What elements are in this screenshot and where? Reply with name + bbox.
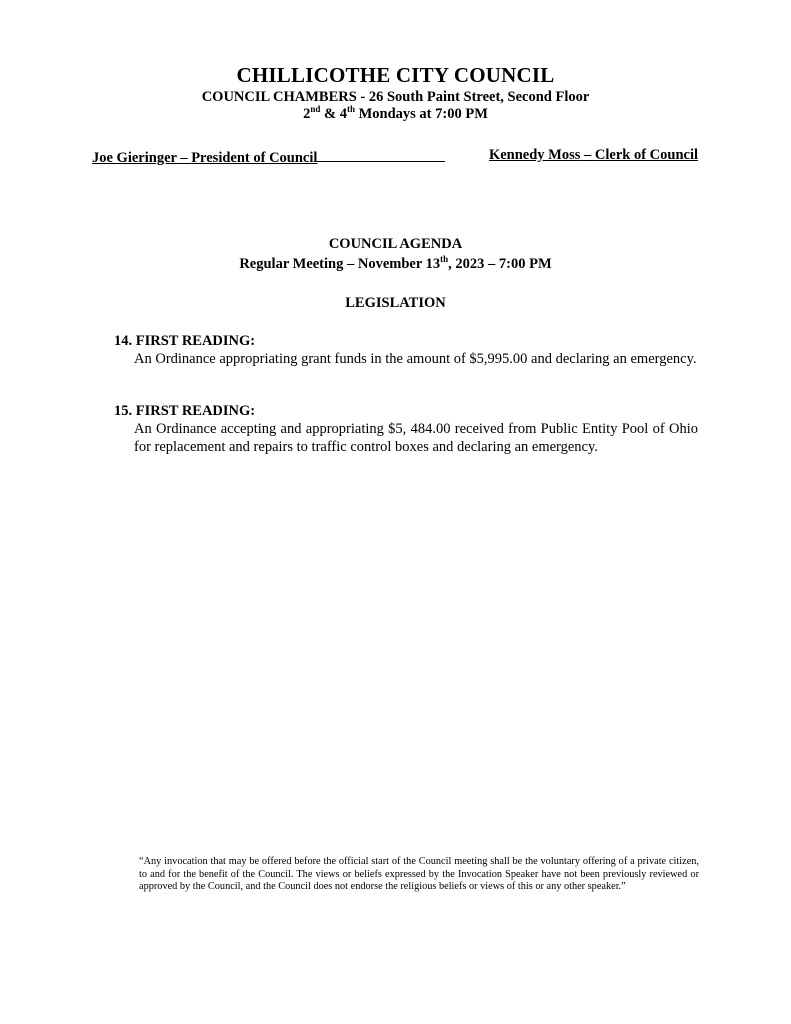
meeting-schedule [0,106,791,123]
schedule-second-day: 4 [339,106,347,122]
meeting-date [0,256,791,273]
meeting-prefix: Regular Meeting – November 13 [239,256,441,272]
item-text: An Ordinance accepting and appropriating $5, 484.00 received from Public Entity Pool of Ohio for replacement and repairs to traffic control boxes and declaring an emergency. [134,421,698,455]
agenda-item-15 [114,402,698,456]
agenda-title: COUNCIL AGENDA [328,236,463,252]
clerk-title: Clerk of Council [594,147,698,163]
schedule-rest: Mondays at 7:00 PM [354,106,488,122]
schedule-connector: & [320,106,340,122]
schedule-second-suffix: th [346,104,355,115]
item-heading: 15. FIRST READING: [114,403,256,419]
president-separator: – [176,150,192,166]
clerk-name: Kennedy Moss [488,147,581,163]
schedule-first-day: 2 [303,106,311,122]
schedule-first-suffix: nd [310,104,321,115]
item-text: An Ordinance appropriating grant funds in the amount of $5,995.00 and declaring an emergency. [134,351,697,367]
section-title-legislation: LEGISLATION [345,295,446,311]
president-title: President of Council [191,150,318,166]
president-underline-fill [317,147,445,162]
president-entry [92,147,445,167]
invocation-disclaimer: “Any invocation that may be offered before the official start of the Council meeting shall be the voluntary offering of a private citizen, to and for the benefit of the Council. The views or beliefs expressed by the Invocation Speaker have not been previously reviewed or approved by the Council, and the Council does not endorse the religious beliefs or views of this or any other speaker.” [139,856,699,892]
clerk-separator: – [580,147,595,163]
meeting-date-suffix: th [440,254,449,265]
clerk-entry [489,147,698,164]
president-name: Joe Gieringer [92,150,177,166]
meeting-rest: , 2023 – 7:00 PM [448,256,552,272]
item-heading: 14. FIRST READING: [114,333,256,349]
council-title: CHILLICOTHE CITY COUNCIL [236,63,555,87]
chambers-address: COUNCIL CHAMBERS - 26 South Paint Street, Second Floor [201,89,590,105]
agenda-item-14 [114,332,698,368]
